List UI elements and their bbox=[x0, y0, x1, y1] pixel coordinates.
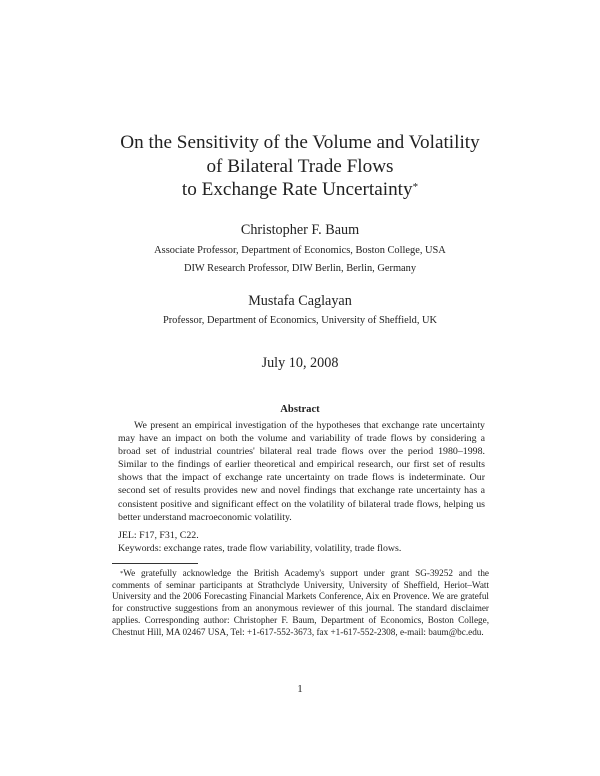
author-name-2: Mustafa Caglayan bbox=[248, 293, 352, 309]
footnote-text: We gratefully acknowledge the British Academy's support under grant SG-39252 and the comments of seminar participants at Strathclyde University, University of Sheffield, Heriot–Watt University and the 2006 Forecasting Financial Markets Conference, Aix en Provence. We are grateful for constructive suggestions from an anonymous reviewer of this journal. The standard disclaimer applies. Corresponding author: Christopher F. Baum, Department of Economics, Boston College, Chestnut Hill, MA 02467 USA, Tel: +1-617-552-3673, fax +1-617-552-2308, e-mail: baum@bc.edu. bbox=[112, 568, 489, 637]
footnote-marker: * bbox=[120, 570, 124, 577]
keywords: Keywords: exchange rates, trade flow variability, volatility, trade flows. bbox=[118, 543, 402, 554]
author-name-1: Christopher F. Baum bbox=[240, 222, 360, 238]
jel-codes: JEL: F17, F31, C22. bbox=[118, 530, 199, 541]
author-1-affiliation-1: Associate Professor, Department of Economics, Boston College, USA bbox=[154, 245, 446, 256]
title-line-3 bbox=[0, 178, 600, 202]
title-line-3-text: to Exchange Rate Uncertainty bbox=[181, 179, 413, 200]
abstract-heading: Abstract bbox=[280, 404, 320, 415]
title-footnote-marker: * bbox=[412, 181, 419, 193]
page-number: 1 bbox=[297, 683, 303, 695]
author-1-affiliation-2: DIW Research Professor, DIW Berlin, Berlin, Germany bbox=[183, 263, 417, 274]
footnote-rule bbox=[112, 563, 198, 564]
title-line-1: On the Sensitivity of the Volume and Volatility bbox=[120, 132, 480, 153]
author-2-affiliation-1: Professor, Department of Economics, University of Sheffield, UK bbox=[162, 315, 438, 326]
abstract-body bbox=[118, 419, 485, 524]
abstract-text: We present an empirical investigation of the hypotheses that exchange rate uncertainty may have an impact on both the volume and variability of trade flows by considering a broad set of industrial countries' bilateral real trade flows over the period 1980–1998. Similar to the findings of earlier theoretical and empirical research, our first set of results shows that the impact of exchange rate uncertainty on trade flows is indeterminate. Our second set of results provides new and novel findings that exchange rate uncertainty has a consistent positive and significant effect on the volatility of bilateral trade flows, helping us better understand macroeconomic volatility. bbox=[118, 420, 485, 523]
paper-title bbox=[0, 131, 600, 202]
footnote bbox=[112, 568, 489, 638]
publication-date: July 10, 2008 bbox=[261, 355, 339, 371]
title-line-2: of Bilateral Trade Flows bbox=[206, 155, 394, 177]
